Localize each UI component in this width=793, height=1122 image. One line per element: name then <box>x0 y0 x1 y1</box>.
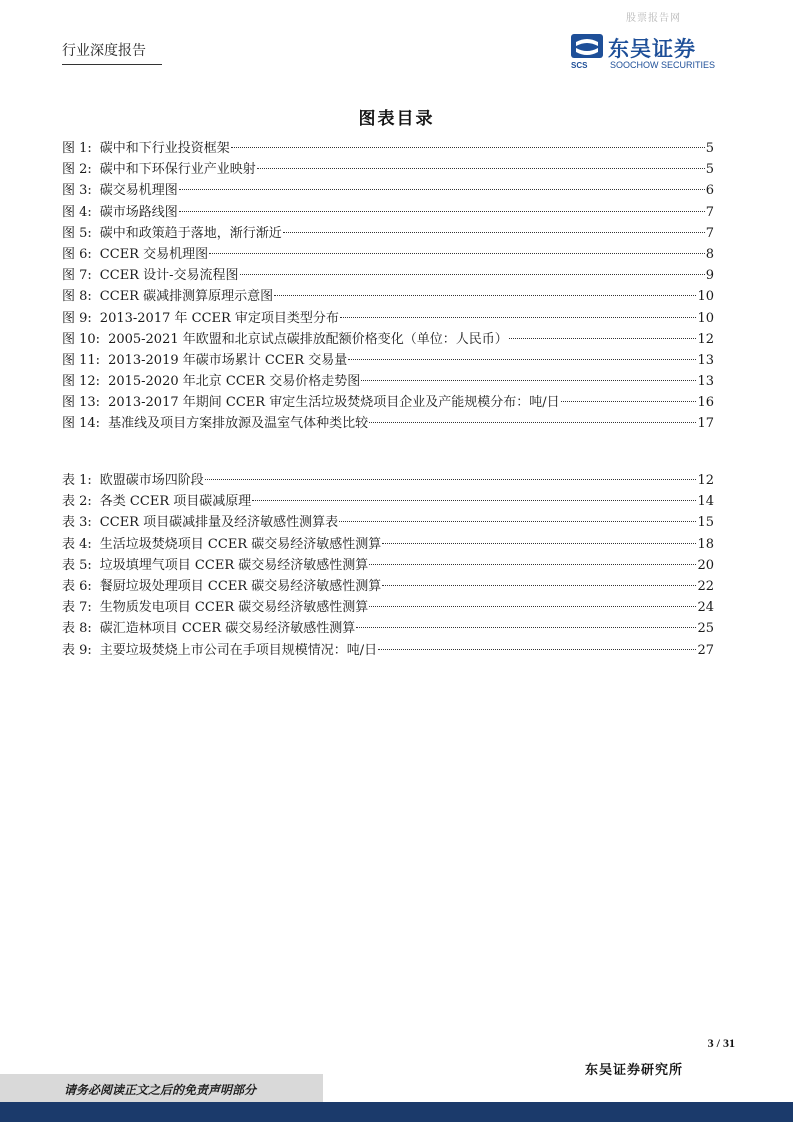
entry-title: 2013-2019 年碳市场累计 CCER 交易量 <box>108 352 348 368</box>
dot-leader <box>361 380 696 381</box>
dot-leader <box>179 211 705 212</box>
entry-page-number: 17 <box>697 416 714 432</box>
entry-label: 图 13: <box>62 395 101 411</box>
entry-label: 图 10: <box>62 331 101 347</box>
entry-title: 碳中和政策趋于落地，渐行渐近 <box>99 225 282 241</box>
entry-label: 表 2: <box>62 494 92 510</box>
entry-page-number: 27 <box>697 642 714 658</box>
entry-label: 图 9: <box>62 310 92 326</box>
figure-entry[interactable] <box>62 308 714 329</box>
entry-title: 2005-2021 年欧盟和北京试点碳排放配额价格变化（单位：人民币） <box>108 331 508 347</box>
entry-page-number: 5 <box>705 141 714 156</box>
entry-label: 图 7: <box>62 268 92 284</box>
dot-leader <box>179 189 705 190</box>
disclaimer-text: 请务必阅读正文之后的免责声明部分 <box>64 1083 257 1097</box>
logo-english-name: SOOCHOW SECURITIES <box>610 60 716 70</box>
entry-title: 基准线及项目方案排放源及温室气体种类比较 <box>108 416 369 432</box>
table-entry[interactable] <box>62 512 714 533</box>
entry-title: 生物质发电项目 CCER 碳交易经济敏感性测算 <box>99 600 369 616</box>
entry-title: CCER 项目碳减排量及经济敏感性测算表 <box>99 515 339 531</box>
entry-label: 表 5: <box>62 557 92 573</box>
dot-leader <box>205 479 697 480</box>
dot-leader <box>561 401 697 402</box>
dot-leader <box>231 147 705 148</box>
entry-title: 碳汇造林项目 CCER 碳交易经济敏感性测算 <box>99 621 356 637</box>
watermark: 股票报告网 <box>626 13 681 24</box>
entry-page-number: 14 <box>697 494 714 510</box>
figure-list <box>62 138 714 435</box>
dot-leader <box>378 649 696 650</box>
entry-title: 餐厨垃圾处理项目 CCER 碳交易经济敏感性测算 <box>99 578 382 594</box>
entry-page-number: 24 <box>697 600 714 616</box>
figure-entry[interactable] <box>62 138 714 159</box>
dot-leader <box>382 585 696 586</box>
company-logo <box>570 33 730 73</box>
entry-page-number: 7 <box>705 225 714 241</box>
dot-leader <box>382 543 696 544</box>
dot-leader <box>348 359 696 360</box>
entry-title: 碳中和下行业投资框架 <box>99 141 230 156</box>
dot-leader <box>283 232 705 233</box>
figure-entry[interactable] <box>62 202 714 223</box>
entry-label: 图 6: <box>62 246 92 262</box>
table-entry[interactable] <box>62 491 714 512</box>
entry-label: 表 9: <box>62 642 92 658</box>
footer-brand: 东吴证券研究所 <box>585 1063 684 1078</box>
entry-title: 生活垃圾焚烧项目 CCER 碳交易经济敏感性测算 <box>99 536 382 552</box>
entry-label: 图 1: <box>62 141 92 156</box>
entry-label: 图 8: <box>62 289 92 305</box>
entry-title: 2013-2017 年期间 CCER 审定生活垃圾焚烧项目企业及产能规模分布：吨/日 <box>108 395 560 411</box>
entry-label: 表 3: <box>62 515 92 531</box>
entry-page-number: 12 <box>697 331 714 347</box>
header-underline <box>62 64 162 65</box>
figure-entry[interactable] <box>62 413 714 434</box>
disclaimer-banner <box>0 1074 323 1102</box>
page-number: 3 / 31 <box>707 1036 735 1050</box>
entry-title: 碳市场路线图 <box>99 204 178 220</box>
entry-title: CCER 碳减排测算原理示意图 <box>99 289 274 305</box>
dot-leader <box>240 274 705 275</box>
entry-page-number: 10 <box>697 289 714 305</box>
dot-leader <box>340 317 697 318</box>
dot-leader <box>339 521 696 522</box>
entry-title: 2015-2020 年北京 CCER 交易价格走势图 <box>108 374 361 390</box>
dot-leader <box>209 253 705 254</box>
entry-label: 图 5: <box>62 225 92 241</box>
toc-title: 图表目录 <box>358 109 435 129</box>
entry-page-number: 7 <box>705 204 714 220</box>
entry-label: 图 12: <box>62 374 101 390</box>
figure-entry[interactable] <box>62 265 714 286</box>
entry-page-number: 13 <box>697 374 714 390</box>
figure-entry[interactable] <box>62 244 714 265</box>
entry-page-number: 12 <box>697 473 714 488</box>
entry-label: 表 4: <box>62 536 92 552</box>
entry-label: 图 11: <box>62 352 101 368</box>
entry-page-number: 13 <box>697 352 714 368</box>
entry-page-number: 5 <box>705 162 714 178</box>
entry-page-number: 15 <box>697 515 714 531</box>
entry-page-number: 16 <box>697 395 714 411</box>
figure-entry[interactable] <box>62 371 714 392</box>
table-entry[interactable] <box>62 618 714 639</box>
logo-abbreviation: SCS <box>571 61 588 70</box>
dot-leader <box>369 422 696 423</box>
entry-page-number: 22 <box>697 578 714 594</box>
footer-bar <box>0 1102 793 1122</box>
table-entry[interactable] <box>62 640 714 661</box>
dot-leader <box>252 500 696 501</box>
dot-leader <box>356 627 696 628</box>
logo-chinese-name: 东吴证券 <box>608 37 696 61</box>
table-entry[interactable] <box>62 597 714 618</box>
entry-label: 图 3: <box>62 183 92 199</box>
figure-entry[interactable] <box>62 180 714 201</box>
entry-title: 欧盟碳市场四阶段 <box>99 473 204 488</box>
entry-title: 垃圾填埋气项目 CCER 碳交易经济敏感性测算 <box>99 557 369 573</box>
entry-page-number: 25 <box>697 621 714 637</box>
document-type: 行业深度报告 <box>62 43 146 59</box>
entry-page-number: 20 <box>697 557 714 573</box>
entry-page-number: 8 <box>705 246 714 262</box>
figure-entry[interactable] <box>62 286 714 307</box>
entry-label: 图 2: <box>62 162 92 178</box>
entry-label: 图 4: <box>62 204 92 220</box>
entry-page-number: 10 <box>697 310 714 326</box>
dot-leader <box>257 168 705 169</box>
dot-leader <box>369 564 696 565</box>
figure-entry[interactable] <box>62 223 714 244</box>
entry-title: 各类 CCER 项目碳减原理 <box>99 494 252 510</box>
table-list <box>62 470 714 661</box>
entry-label: 图 14: <box>62 416 101 432</box>
table-entry[interactable] <box>62 470 714 491</box>
entry-label: 表 6: <box>62 578 92 594</box>
entry-title: 主要垃圾焚烧上市公司在手项目规模情况：吨/日 <box>99 642 378 658</box>
figure-entry[interactable] <box>62 392 714 413</box>
entry-title: CCER 设计-交易流程图 <box>99 268 239 284</box>
table-entry[interactable] <box>62 534 714 555</box>
dot-leader <box>274 295 696 296</box>
entry-title: 碳中和下环保行业产业映射 <box>99 162 256 178</box>
entry-title: 碳交易机理图 <box>99 183 178 199</box>
table-entry[interactable] <box>62 555 714 576</box>
entry-label: 表 7: <box>62 600 92 616</box>
entry-page-number: 9 <box>705 268 714 284</box>
dot-leader <box>369 606 696 607</box>
figure-entry[interactable] <box>62 159 714 180</box>
entry-label: 表 1: <box>62 473 92 488</box>
entry-page-number: 18 <box>697 536 714 552</box>
dot-leader <box>509 338 697 339</box>
figure-entry[interactable] <box>62 350 714 371</box>
figure-entry[interactable] <box>62 329 714 350</box>
entry-title: CCER 交易机理图 <box>99 246 209 262</box>
entry-page-number: 6 <box>705 183 714 199</box>
table-entry[interactable] <box>62 576 714 597</box>
entry-title: 2013-2017 年 CCER 审定项目类型分布 <box>99 310 339 326</box>
entry-label: 表 8: <box>62 621 92 637</box>
